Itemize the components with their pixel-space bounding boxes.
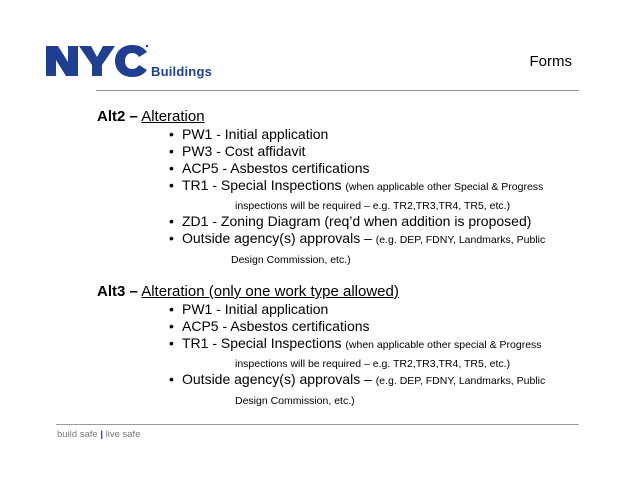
item-note: (when applicable other special & Progress [345,339,542,351]
list-item: • PW1 - Initial application [169,301,329,317]
header-divider [96,90,579,91]
item-note: (e.g. DEP, FDNY, Landmarks, Public [375,234,546,246]
item-note-continued: Design Commission, etc.) [231,254,351,266]
list-item: • PW1 - Initial application [169,126,329,142]
section-name: Alteration (only one work type allowed) [141,283,399,300]
list-item: • TR1 - Special Inspections (when applicable other Special & Progress inspections will be required – e.g. TR2,TR3,TR4, TR5, etc.) [169,177,544,212]
footer-separator: | [100,429,103,440]
section-name: Alteration [141,108,205,125]
list-item: • ACP5 - Asbestos certifications [169,160,370,176]
list-item: • ACP5 - Asbestos certifications [169,318,370,334]
footer-left: build safe [57,429,98,440]
item-note-continued: inspections will be required – e.g. TR2,TR3,TR4, TR5, etc.) [235,358,511,370]
item-note: (when applicable other Special & Progress [345,181,544,193]
section-heading [97,283,399,301]
form-list [169,301,545,408]
nyc-logo-mark [44,40,150,80]
list-item: • TR1 - Special Inspections (when applicable other special & Progress inspections will be required – e.g. TR2,TR3,TR4, TR5, etc.) [169,335,545,371]
footer-divider [56,424,579,425]
section-alt3 [97,283,546,407]
section-code: Alt2 – [97,108,138,125]
section-alt2 [97,108,546,266]
form-list [169,126,545,267]
section-heading [97,108,205,126]
list-item: • PW3 - Cost affidavit [169,143,306,159]
list-item: • ZD1 - Zoning Diagram (req’d when addition is proposed) [169,213,532,229]
list-item: • Outside agency(s) approvals – (e.g. DEP, FDNY, Landmarks, Public Design Commission, etc.) [169,371,546,407]
footer-right: live safe [105,429,141,440]
list-item: • Outside agency(s) approvals – (e.g. DEP, FDNY, Landmarks, Public Design Commission, etc.) [169,230,546,266]
section-code: Alt3 – [97,283,138,300]
footer-tagline [57,429,140,440]
slide-title: Forms [529,53,572,70]
item-note: (e.g. DEP, FDNY, Landmarks, Public [375,375,546,387]
item-note-continued: inspections will be required – e.g. TR2,TR3,TR4, TR5, etc.) [235,200,511,212]
item-note-continued: Design Commission, etc.) [235,395,355,407]
logo-subtext: Buildings [151,64,213,79]
